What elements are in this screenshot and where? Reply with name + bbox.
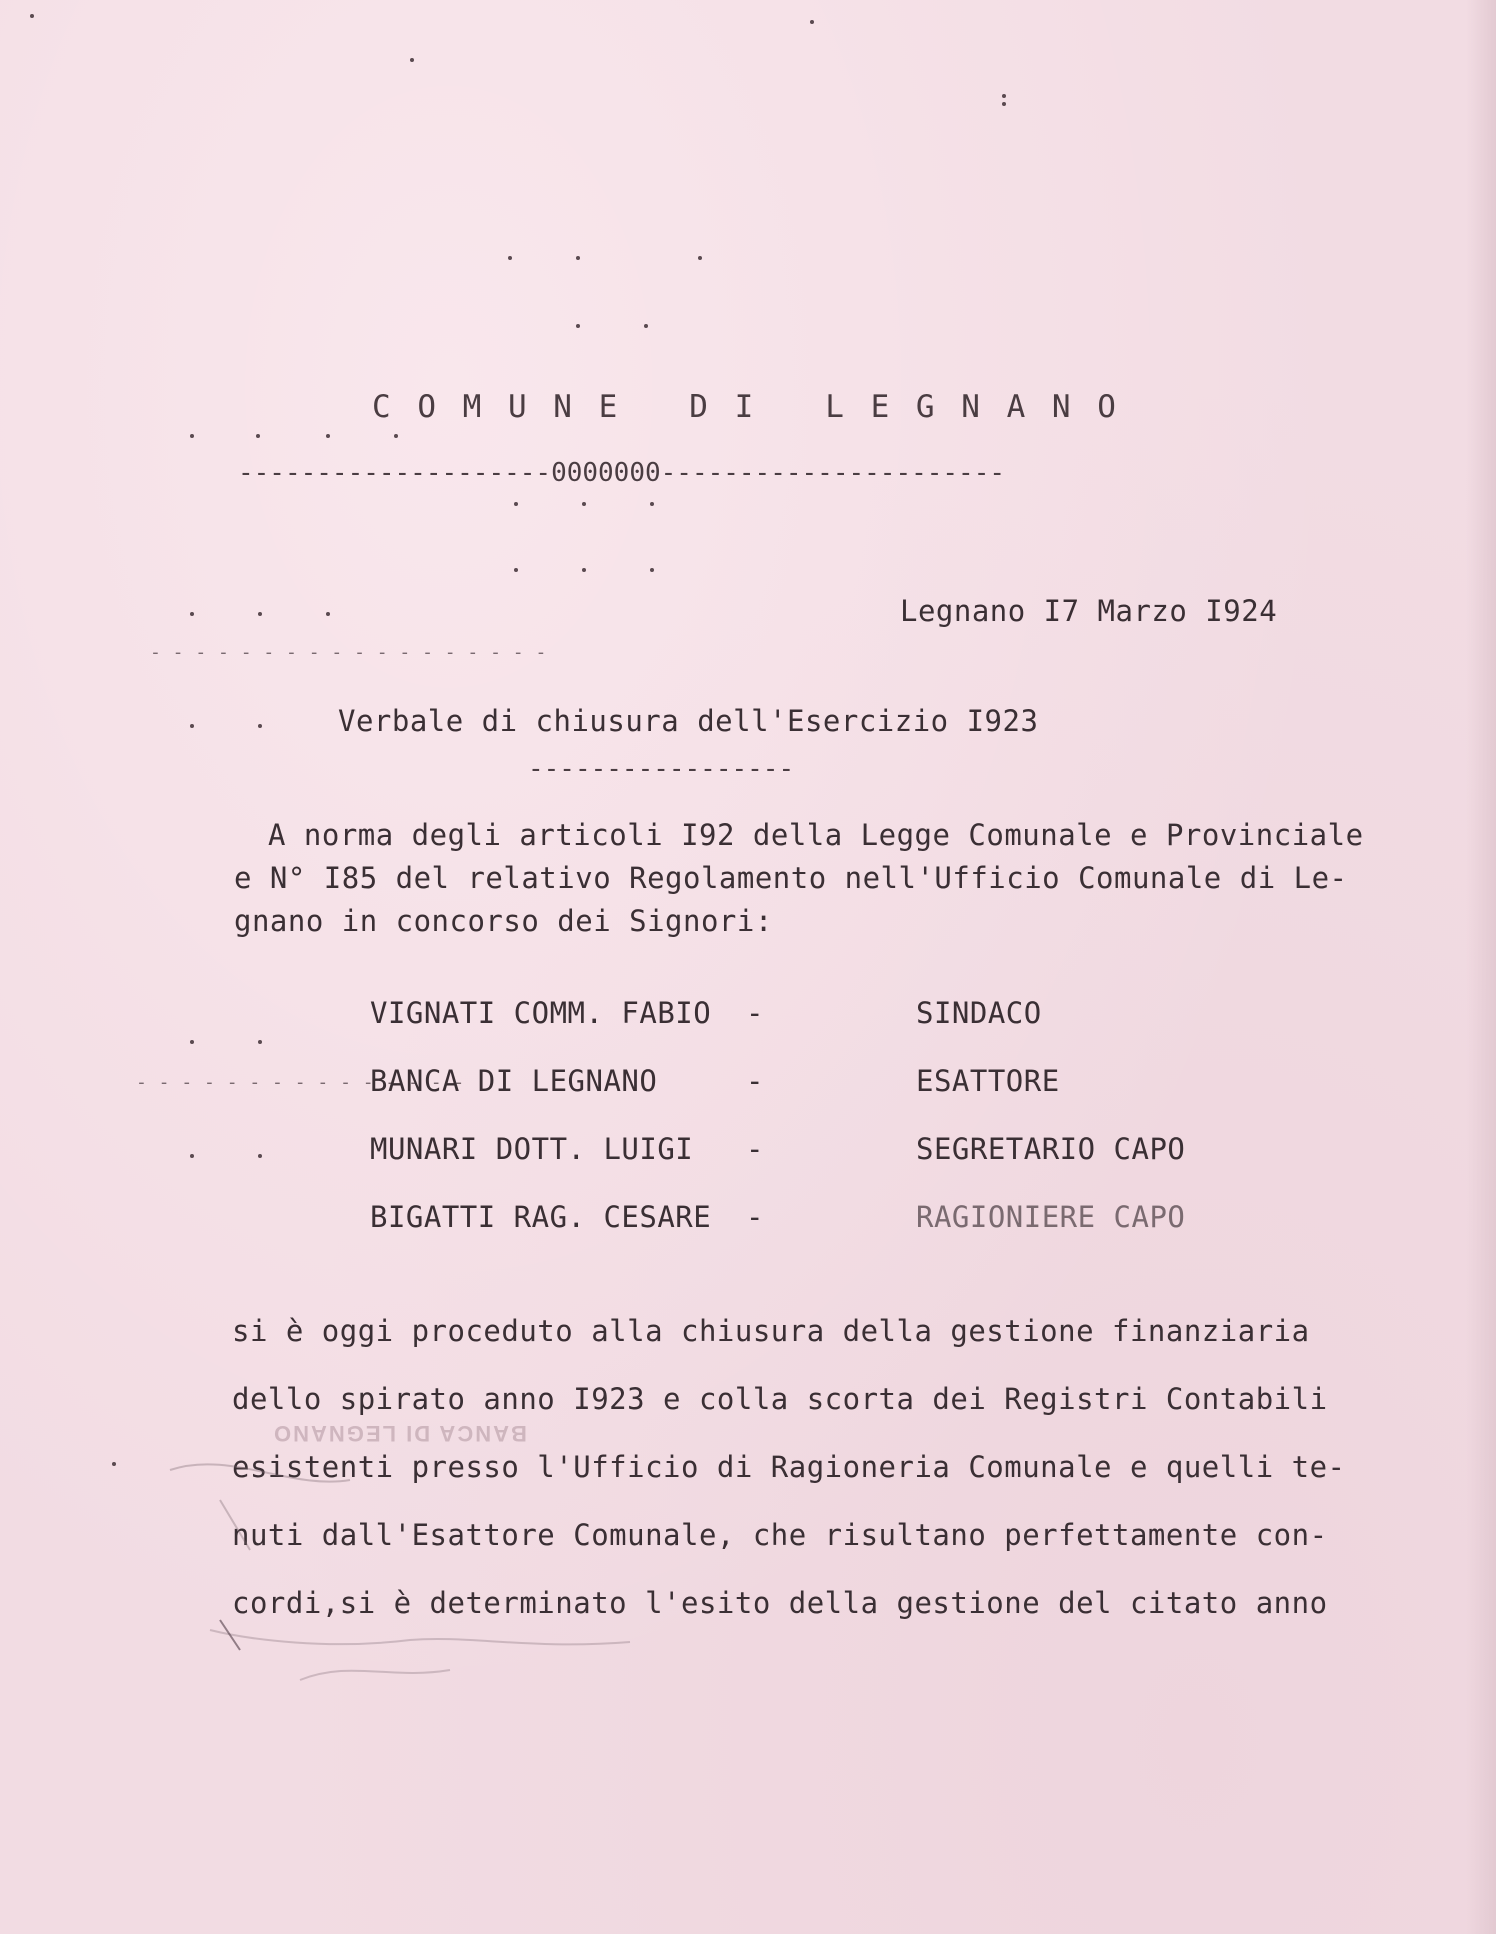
signatory-name: BIGATTI RAG. CESARE bbox=[370, 1200, 712, 1234]
speck bbox=[650, 568, 654, 572]
signatory-name: MUNARI DOTT. LUIGI bbox=[370, 1132, 694, 1166]
speck bbox=[258, 612, 262, 616]
speck bbox=[698, 256, 702, 260]
speck bbox=[190, 1154, 194, 1158]
speck bbox=[514, 502, 518, 506]
speck bbox=[410, 58, 414, 62]
speck bbox=[190, 724, 194, 728]
speck bbox=[1002, 102, 1006, 106]
speck bbox=[190, 434, 194, 438]
speck bbox=[258, 724, 262, 728]
speck bbox=[258, 1040, 262, 1044]
speck bbox=[394, 434, 398, 438]
signatory-role: SINDACO bbox=[916, 996, 1042, 1030]
body-line: dello spirato anno I923 e colla scorta dei Registri Contabili bbox=[232, 1382, 1328, 1416]
subject-title: Verbale di chiusura dell'Esercizio I923 bbox=[338, 704, 1039, 738]
intro-line: A norma degli articoli I92 della Legge Comunale e Provinciale bbox=[268, 818, 1364, 852]
speck bbox=[190, 1040, 194, 1044]
signatory-role: ESATTORE bbox=[916, 1064, 1060, 1098]
subject-underline: ----------------- bbox=[528, 754, 795, 784]
speck bbox=[508, 256, 512, 260]
speck bbox=[256, 434, 260, 438]
page-edge-shadow bbox=[1466, 0, 1496, 1934]
body-line: esistenti presso l'Ufficio di Ragioneria Comunale e quelli te- bbox=[232, 1450, 1346, 1484]
speck bbox=[644, 324, 648, 328]
signatory-dash: - bbox=[746, 1132, 764, 1166]
signatory-dash: - bbox=[746, 996, 764, 1030]
body-line: si è oggi proceduto alla chiusura della gestione finanziaria bbox=[232, 1314, 1310, 1348]
signatory-dash: - bbox=[746, 1200, 764, 1234]
body-line: cordi,si è determinato l'esito della gestione del citato anno bbox=[232, 1586, 1328, 1620]
speck bbox=[1002, 94, 1006, 98]
speck bbox=[30, 14, 34, 18]
signatory-name: BANCA DI LEGNANO bbox=[370, 1064, 658, 1098]
title-separator: --------------------0000000---------------------- bbox=[238, 458, 1006, 488]
speck bbox=[810, 20, 814, 24]
document-date: Legnano I7 Marzo I924 bbox=[900, 594, 1278, 628]
speck bbox=[582, 568, 586, 572]
speck bbox=[326, 612, 330, 616]
speck bbox=[326, 434, 330, 438]
intro-line: gnano in concorso dei Signori: bbox=[234, 904, 773, 938]
faint-bank-stamp: BANCA DI LEGNANO bbox=[272, 1421, 527, 1446]
page-title: C O M U N E D I L E G N A N O bbox=[372, 389, 1120, 425]
intro-line: e N° I85 del relativo Regolamento nell'Ufficio Comunale di Le- bbox=[234, 861, 1348, 895]
body-line: nuti dall'Esattore Comunale, che risultano perfettamente con- bbox=[232, 1518, 1328, 1552]
signatory-role: RAGIONIERE CAPO bbox=[916, 1200, 1186, 1234]
signatory-name: VIGNATI COMM. FABIO bbox=[370, 996, 712, 1030]
speck bbox=[112, 1462, 116, 1466]
signatory-role: SEGRETARIO CAPO bbox=[916, 1132, 1186, 1166]
speck bbox=[582, 502, 586, 506]
speck bbox=[514, 568, 518, 572]
faint-dash-line: - - - - - - - - - - - - - - - bbox=[136, 1072, 465, 1093]
speck bbox=[258, 1154, 262, 1158]
speck bbox=[576, 324, 580, 328]
faint-dash-line: - - - - - - - - - - - - - - - - - - bbox=[150, 642, 547, 663]
speck bbox=[650, 502, 654, 506]
pen-marks bbox=[150, 1380, 670, 1710]
speck bbox=[576, 256, 580, 260]
speck bbox=[190, 612, 194, 616]
signatory-dash: - bbox=[746, 1064, 764, 1098]
